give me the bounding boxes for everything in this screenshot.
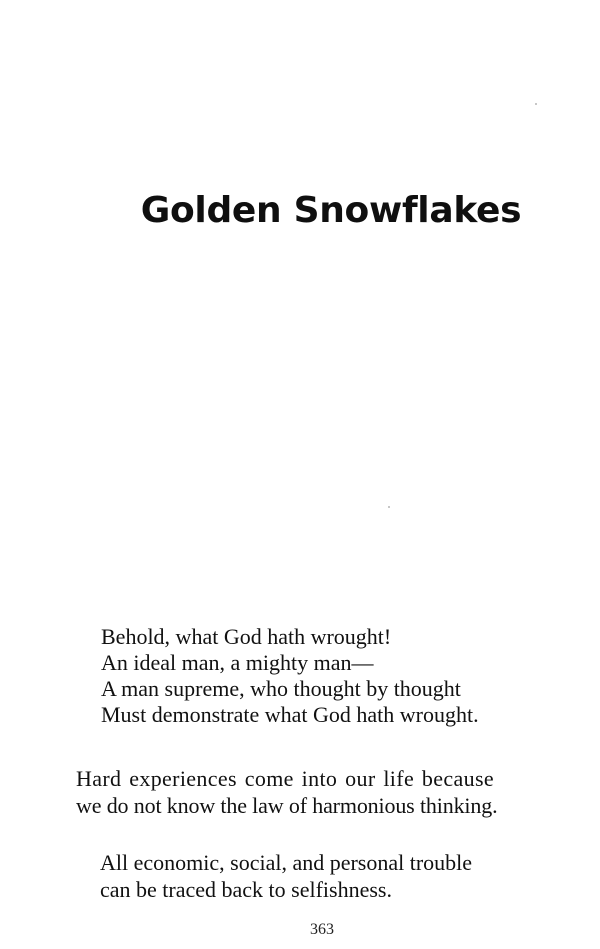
paragraph-line: we do not know the law of harmonious thinking. [76,793,498,818]
paragraph-line: can be traced back to selfishness. [100,877,392,902]
paragraph-selfishness [100,849,472,903]
paper-speck [388,506,390,508]
verse-line: Must demonstrate what God hath wrought. [101,702,479,727]
verse-line: Behold, what God hath wrought! [101,624,392,649]
paper-speck [535,103,537,105]
paragraph-line: Hard experiences come into our life because [76,766,494,791]
page-number: 363 [310,921,334,938]
verse-stanza [101,624,479,728]
verse-line: An ideal man, a mighty man— [101,650,374,675]
verse-line: A man supreme, who thought by thought [101,676,461,701]
paragraph-line: All economic, social, and personal trouble [100,850,473,875]
chapter-title: Golden Snowflakes [140,190,522,231]
paragraph-harmonious-thinking [76,765,497,819]
